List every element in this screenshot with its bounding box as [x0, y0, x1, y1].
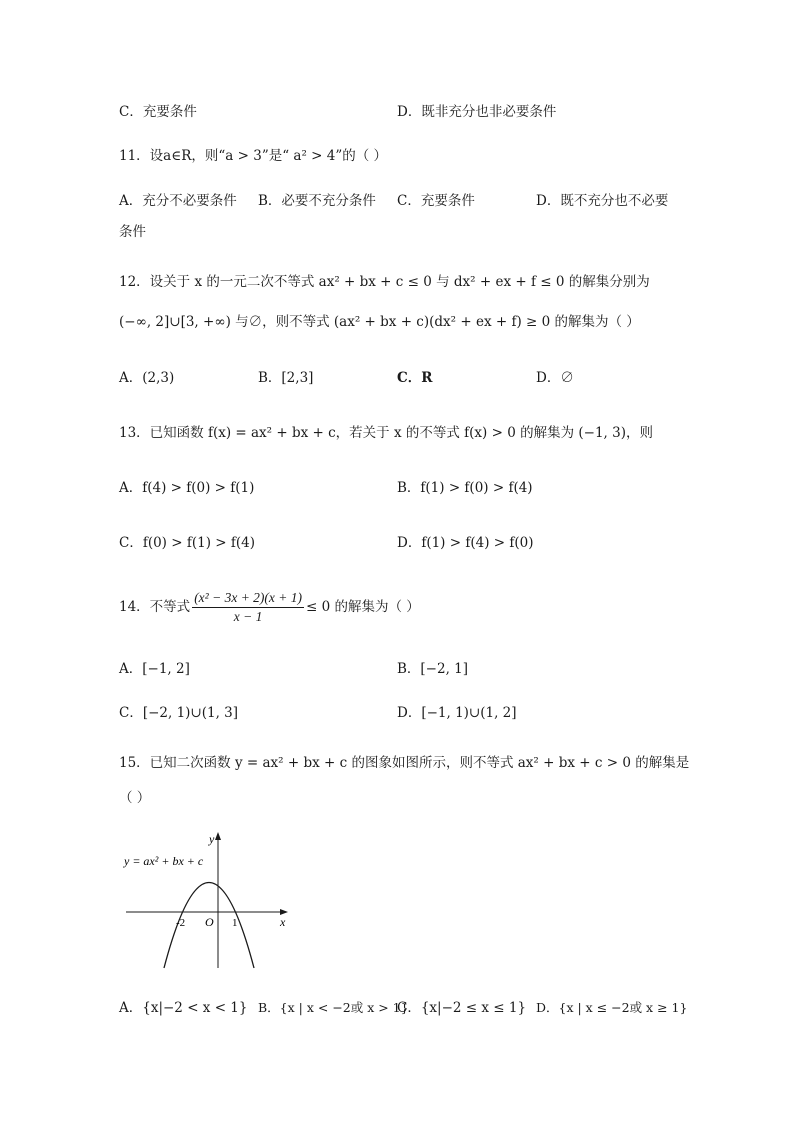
- q14-suffix: ≤ 0 的解集为（ ）: [306, 599, 420, 616]
- q15-option-a: A．{x|−2 < x < 1}: [119, 1000, 248, 1016]
- q15-option-d: D．{x | x ≤ −2或 x ≥ 1}: [536, 1000, 688, 1015]
- x-axis-label: x: [280, 915, 286, 929]
- q11-option-d: D．既不充分也不必要: [536, 193, 669, 209]
- q11-stem: 11．设a∈R，则“a > 3”是“ a² > 4”的（ ）: [119, 148, 388, 164]
- q13-option-d: D．f(1) > f(4) > f(0): [397, 535, 534, 551]
- tick-label-neg2: -2: [176, 917, 186, 929]
- q15-option-c: C．{x|−2 ≤ x ≤ 1}: [397, 1000, 527, 1016]
- q14-prefix: 14．不等式: [119, 599, 191, 616]
- parabola-graph: [118, 828, 298, 973]
- q14-option-d: D．[−1, 1)∪(1, 2]: [397, 705, 517, 721]
- q15-stem-line2: （ ）: [119, 790, 151, 806]
- q14-stem: [119, 590, 420, 625]
- q12-option-a: A．(2,3): [119, 370, 175, 386]
- q11-option-b: B．必要不充分条件: [258, 193, 376, 209]
- q13-option-a: A．f(4) > f(0) > f(1): [119, 480, 255, 496]
- q11-option-c: C．充要条件: [397, 193, 475, 209]
- q12-option-c: C．R: [397, 370, 433, 386]
- q11-option-a: A．充分不必要条件: [119, 193, 237, 209]
- q12-option-b: B．[2,3]: [258, 370, 314, 386]
- q12-stem-line1: 12．设关于 x 的一元二次不等式 ax² + bx + c ≤ 0 与 dx² + ex + f ≤ 0 的解集分别为: [119, 274, 650, 290]
- y-axis-arrow: [215, 832, 221, 840]
- q14-option-a: A．[−1, 2]: [119, 661, 190, 677]
- curve-label: y = ax² + bx + c: [124, 854, 204, 868]
- q14-fraction: [192, 590, 304, 625]
- q12-option-d: D．∅: [536, 370, 574, 386]
- tick-label-1: 1: [232, 917, 238, 929]
- q10-option-d: D．既非充分也非必要条件: [397, 104, 557, 120]
- q13-stem: 13．已知函数 f(x) = ax² + bx + c，若关于 x 的不等式 f(x) > 0 的解集为 (−1, 3)，则: [119, 425, 653, 441]
- q14-denominator: x − 1: [233, 609, 263, 625]
- origin-label: O: [205, 915, 214, 929]
- q14-option-c: C．[−2, 1)∪(1, 3]: [119, 705, 239, 721]
- y-axis-label: y: [209, 832, 215, 846]
- q15-stem-line1: 15．已知二次函数 y = ax² + bx + c 的图象如图所示，则不等式 ax² + bx + c > 0 的解集是: [119, 755, 690, 771]
- q13-option-b: B．f(1) > f(0) > f(4): [397, 480, 533, 496]
- q15-option-b: B．{x | x < −2或 x > 1}: [258, 1000, 409, 1015]
- q11-option-d-cont: 条件: [119, 224, 146, 240]
- q12-stem-line2: (−∞, 2]∪[3, +∞) 与∅，则不等式 (ax² + bx + c)(dx² + ex + f) ≥ 0 的解集为（ ）: [119, 314, 640, 330]
- q10-option-c: C．充要条件: [119, 104, 197, 120]
- q14-option-b: B．[−2, 1]: [397, 661, 469, 677]
- q13-option-c: C．f(0) > f(1) > f(4): [119, 535, 255, 551]
- q14-numerator: (x² − 3x + 2)(x + 1): [192, 590, 304, 608]
